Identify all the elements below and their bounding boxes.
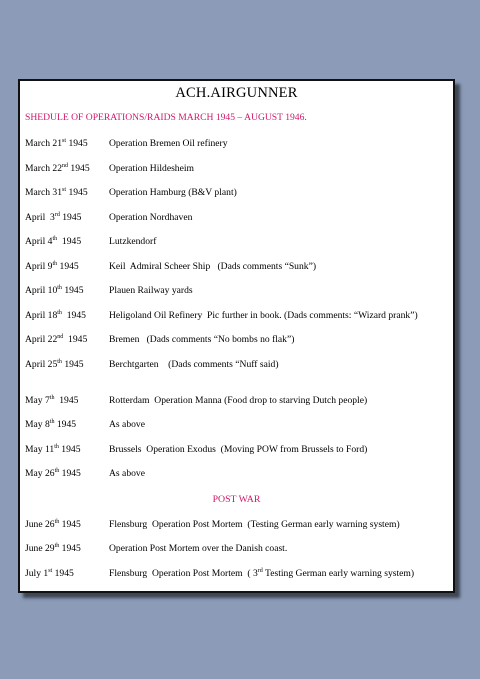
date-day: March 22 bbox=[25, 163, 63, 174]
document-title: ACH.AIRGUNNER bbox=[175, 85, 298, 101]
operation-description: As above bbox=[109, 468, 145, 479]
operation-date bbox=[25, 236, 81, 247]
operation-date bbox=[25, 468, 81, 479]
date-day: March 31 bbox=[25, 187, 63, 198]
date-ordinal-suffix: th bbox=[57, 359, 62, 365]
operation-description: Heligoland Oil Refinery Pic further in book. (Dads comments: “Wizard prank”) bbox=[109, 310, 418, 321]
description-ordinal-suffix: rd bbox=[257, 568, 263, 574]
date-day: June 26 bbox=[25, 519, 55, 530]
operation-date bbox=[25, 543, 81, 554]
date-year: 1945 bbox=[61, 310, 86, 321]
date-day: April 4 bbox=[25, 236, 53, 247]
operation-date bbox=[25, 359, 84, 370]
operation-date bbox=[25, 444, 81, 455]
date-day: May 11 bbox=[25, 444, 55, 455]
operation-date bbox=[25, 334, 87, 345]
operation-description: Operation Bremen Oil refinery bbox=[109, 138, 228, 149]
description-text-continued: Testing German early warning system) bbox=[262, 568, 415, 579]
operation-description: Operation Hamburg (B&V plant) bbox=[109, 187, 237, 198]
date-day: May 8 bbox=[25, 419, 50, 430]
operation-date bbox=[25, 261, 79, 272]
operation-date bbox=[25, 568, 74, 579]
date-ordinal-suffix: th bbox=[54, 519, 60, 525]
operation-description: Brussels Operation Exodus (Moving POW from Brussels to Ford) bbox=[109, 444, 368, 455]
operation-description: Berchtgarten (Dads comments “Nuff said) bbox=[109, 359, 279, 370]
date-day: April 25 bbox=[25, 359, 58, 370]
date-ordinal-suffix: th bbox=[57, 310, 62, 316]
date-day: April 10 bbox=[25, 285, 58, 296]
date-year: 1945 bbox=[63, 334, 88, 345]
date-year: 1945 bbox=[59, 519, 81, 530]
operation-date bbox=[25, 519, 81, 530]
date-day: April 3 bbox=[25, 212, 55, 223]
date-ordinal-suffix: nd bbox=[62, 163, 69, 169]
operation-date bbox=[25, 310, 86, 321]
date-day: March 21 bbox=[25, 138, 63, 149]
date-year: 1945 bbox=[61, 359, 84, 370]
operation-description bbox=[109, 543, 287, 554]
operation-description: Operation Hildesheim bbox=[109, 163, 194, 174]
operation-description: Rotterdam Operation Manna (Food drop to starving Dutch people) bbox=[109, 395, 368, 406]
operation-date bbox=[25, 212, 81, 223]
operation-description: Lutzkendorf bbox=[109, 236, 157, 247]
date-ordinal-suffix: th bbox=[54, 543, 60, 549]
date-year: 1945 bbox=[54, 419, 77, 430]
date-year: 1945 bbox=[57, 261, 79, 272]
operation-date bbox=[25, 285, 84, 296]
date-day: June 29 bbox=[25, 543, 55, 554]
date-ordinal-suffix: nd bbox=[57, 334, 64, 340]
operation-date bbox=[25, 395, 78, 406]
date-ordinal-suffix: th bbox=[52, 261, 58, 267]
date-day: April 9 bbox=[25, 261, 53, 272]
operation-description: Bremen (Dads comments “No bombs no flak”) bbox=[109, 334, 295, 345]
document-subtitle: SHEDULE OF OPERATIONS/RAIDS MARCH 1945 – AUGUST 1946. bbox=[25, 112, 307, 123]
operation-description bbox=[109, 519, 400, 530]
post-war-heading: POST WAR bbox=[212, 494, 261, 505]
description-text: Operation Post Mortem over the Danish coast. bbox=[109, 543, 288, 554]
date-year: 1945 bbox=[68, 163, 90, 174]
operation-date bbox=[25, 163, 90, 174]
document-sheet bbox=[18, 79, 455, 593]
date-ordinal-suffix: st bbox=[48, 568, 53, 574]
date-day: May 7 bbox=[25, 395, 50, 406]
operation-date bbox=[25, 138, 88, 149]
date-year: 1945 bbox=[58, 444, 81, 455]
date-year: 1945 bbox=[57, 236, 82, 247]
date-ordinal-suffix: th bbox=[49, 395, 55, 401]
date-year: 1945 bbox=[59, 468, 81, 479]
date-day: May 26 bbox=[25, 468, 55, 479]
date-ordinal-suffix: rd bbox=[54, 212, 60, 218]
operation-description: Plauen Railway yards bbox=[109, 285, 193, 296]
operation-date bbox=[25, 187, 88, 198]
operation-description bbox=[109, 568, 414, 579]
date-year: 1945 bbox=[54, 395, 79, 406]
date-day: July 1 bbox=[25, 568, 49, 579]
date-ordinal-suffix: th bbox=[49, 419, 55, 425]
operation-description: As above bbox=[109, 419, 145, 430]
operation-description: Keil Admiral Scheer Ship (Dads comments “Sunk”) bbox=[109, 261, 317, 272]
date-ordinal-suffix: th bbox=[57, 285, 62, 291]
date-year: 1945 bbox=[59, 212, 82, 223]
operation-description: Operation Nordhaven bbox=[109, 212, 193, 223]
date-year: 1945 bbox=[61, 285, 84, 296]
date-day: April 18 bbox=[25, 310, 58, 321]
operation-date bbox=[25, 419, 76, 430]
date-year: 1945 bbox=[52, 568, 74, 579]
date-ordinal-suffix: th bbox=[54, 444, 59, 450]
date-ordinal-suffix: th bbox=[54, 468, 60, 474]
date-ordinal-suffix: th bbox=[52, 236, 58, 242]
date-day: April 22 bbox=[25, 334, 58, 345]
date-year: 1945 bbox=[66, 187, 88, 198]
description-text: Flensburg Operation Post Mortem ( 3 bbox=[109, 568, 258, 579]
description-text: Flensburg Operation Post Mortem (Testing German early warning system) bbox=[109, 519, 400, 530]
date-ordinal-suffix: st bbox=[62, 138, 67, 144]
date-year: 1945 bbox=[66, 138, 88, 149]
date-ordinal-suffix: st bbox=[62, 187, 67, 193]
date-year: 1945 bbox=[59, 543, 81, 554]
